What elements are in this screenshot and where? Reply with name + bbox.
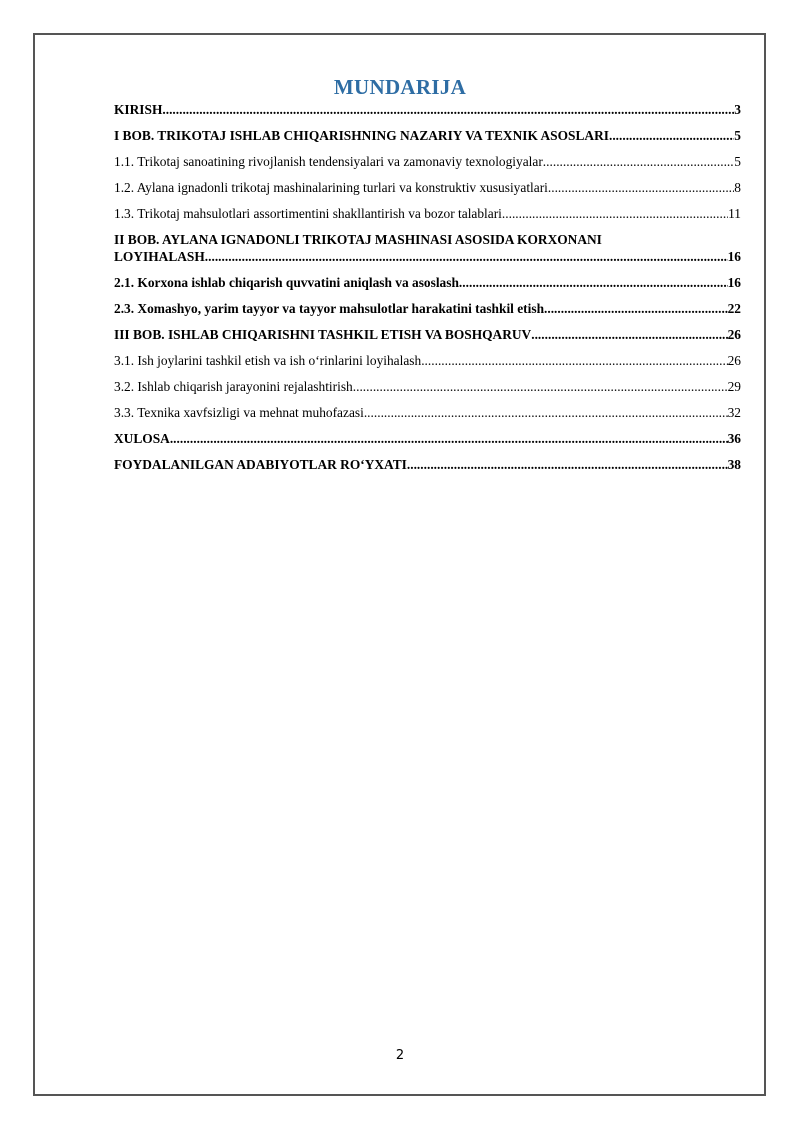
toc-entry-text: 1.1. Trikotaj sanoatining rivojlanish tendensiyalari va zamonaviy texnologiyalar — [114, 154, 543, 169]
toc-dot-leader — [353, 378, 728, 395]
toc-title: MUNDARIJA — [333, 75, 467, 99]
table-of-contents — [114, 101, 741, 482]
toc-dot-leader — [170, 430, 728, 447]
toc-entry-text: XULOSA — [114, 431, 170, 446]
toc-entry-chapter-2[interactable] — [114, 231, 741, 265]
toc-entry-text: LOYIHALASH — [114, 249, 205, 264]
toc-entry-text: 3.3. Texnika xavfsizligi va mehnat muhofazasi — [114, 405, 364, 420]
toc-entry-page: 26 — [727, 353, 741, 368]
toc-dot-leader — [459, 274, 728, 291]
toc-entry-3-3[interactable] — [114, 404, 741, 421]
toc-entry-text-line1: II BOB. AYLANA IGNADONLI TRIKOTAJ MASHINASI ASOSIDA KORXONANI — [114, 232, 602, 247]
toc-entry-2-3[interactable] — [114, 300, 741, 317]
toc-entry-page: 16 — [727, 249, 741, 264]
toc-entry-text: 2.1. Korxona ishlab chiqarish quvvatini aniqlash va asoslash — [114, 275, 459, 290]
toc-entry-page: 32 — [727, 405, 741, 420]
toc-dot-leader — [609, 127, 734, 144]
toc-entry-1-2[interactable] — [114, 179, 741, 196]
toc-dot-leader — [421, 352, 727, 369]
toc-dot-leader — [548, 179, 734, 196]
toc-entry-text: III BOB. ISHLAB CHIQARISHNI TASHKIL ETISH VA BOSHQARUV — [114, 327, 532, 342]
toc-entry-3-2[interactable] — [114, 378, 741, 395]
toc-entry-text: 1.2. Aylana ignadonli trikotaj mashinalarining turlari va konstruktiv xususiyatlari — [114, 180, 548, 195]
toc-entry-page: 8 — [734, 180, 741, 195]
toc-dot-leader — [407, 456, 728, 473]
toc-dot-leader — [531, 326, 727, 343]
toc-entry-references[interactable] — [114, 456, 741, 473]
toc-dot-leader — [364, 404, 728, 421]
toc-entry-kirish[interactable] — [114, 101, 741, 118]
toc-entry-1-1[interactable] — [114, 153, 741, 170]
page-number: 2 — [395, 1048, 405, 1063]
toc-entry-page: 36 — [727, 431, 741, 446]
toc-entry-3-1[interactable] — [114, 352, 741, 369]
toc-entry-text: 3.1. Ish joylarini tashkil etish va ish o‘rinlarini loyihalash — [114, 353, 422, 368]
toc-dot-leader — [162, 101, 734, 118]
toc-entry-page: 26 — [727, 327, 741, 342]
toc-entry-page: 3 — [734, 102, 741, 117]
toc-dot-leader — [502, 205, 728, 222]
toc-entry-page: 5 — [734, 128, 741, 143]
toc-entry-text: 1.3. Trikotaj mahsulotlari assortimentini shakllantirish va bozor talablari — [114, 206, 502, 221]
toc-dot-leader — [544, 300, 728, 317]
toc-entry-text: KIRISH — [114, 102, 163, 117]
toc-dot-leader — [205, 248, 728, 265]
toc-entry-text: 3.2. Ishlab chiqarish jarayonini rejalashtirish — [114, 379, 353, 394]
toc-entry-page: 5 — [734, 154, 741, 169]
toc-entry-page: 29 — [727, 379, 741, 394]
toc-entry-1-3[interactable] — [114, 205, 741, 222]
toc-entry-text: FOYDALANILGAN ADABIYOTLAR RO‘YXATI — [114, 457, 407, 472]
toc-entry-text: I BOB. TRIKOTAJ ISHLAB CHIQARISHNING NAZARIY VA TEXNIK ASOSLARI — [114, 128, 609, 143]
toc-entry-page: 38 — [727, 457, 741, 472]
toc-entry-xulosa[interactable] — [114, 430, 741, 447]
toc-entry-page: 22 — [727, 301, 741, 316]
toc-entry-page: 11 — [728, 206, 741, 221]
toc-entry-2-1[interactable] — [114, 274, 741, 291]
toc-dot-leader — [543, 153, 735, 170]
toc-entry-text: 2.3. Xomashyo, yarim tayyor va tayyor mahsulotlar harakatini tashkil etish — [114, 301, 545, 316]
toc-entry-chapter-1[interactable] — [114, 127, 741, 144]
toc-entry-page: 16 — [727, 275, 741, 290]
toc-entry-chapter-3[interactable] — [114, 326, 741, 343]
